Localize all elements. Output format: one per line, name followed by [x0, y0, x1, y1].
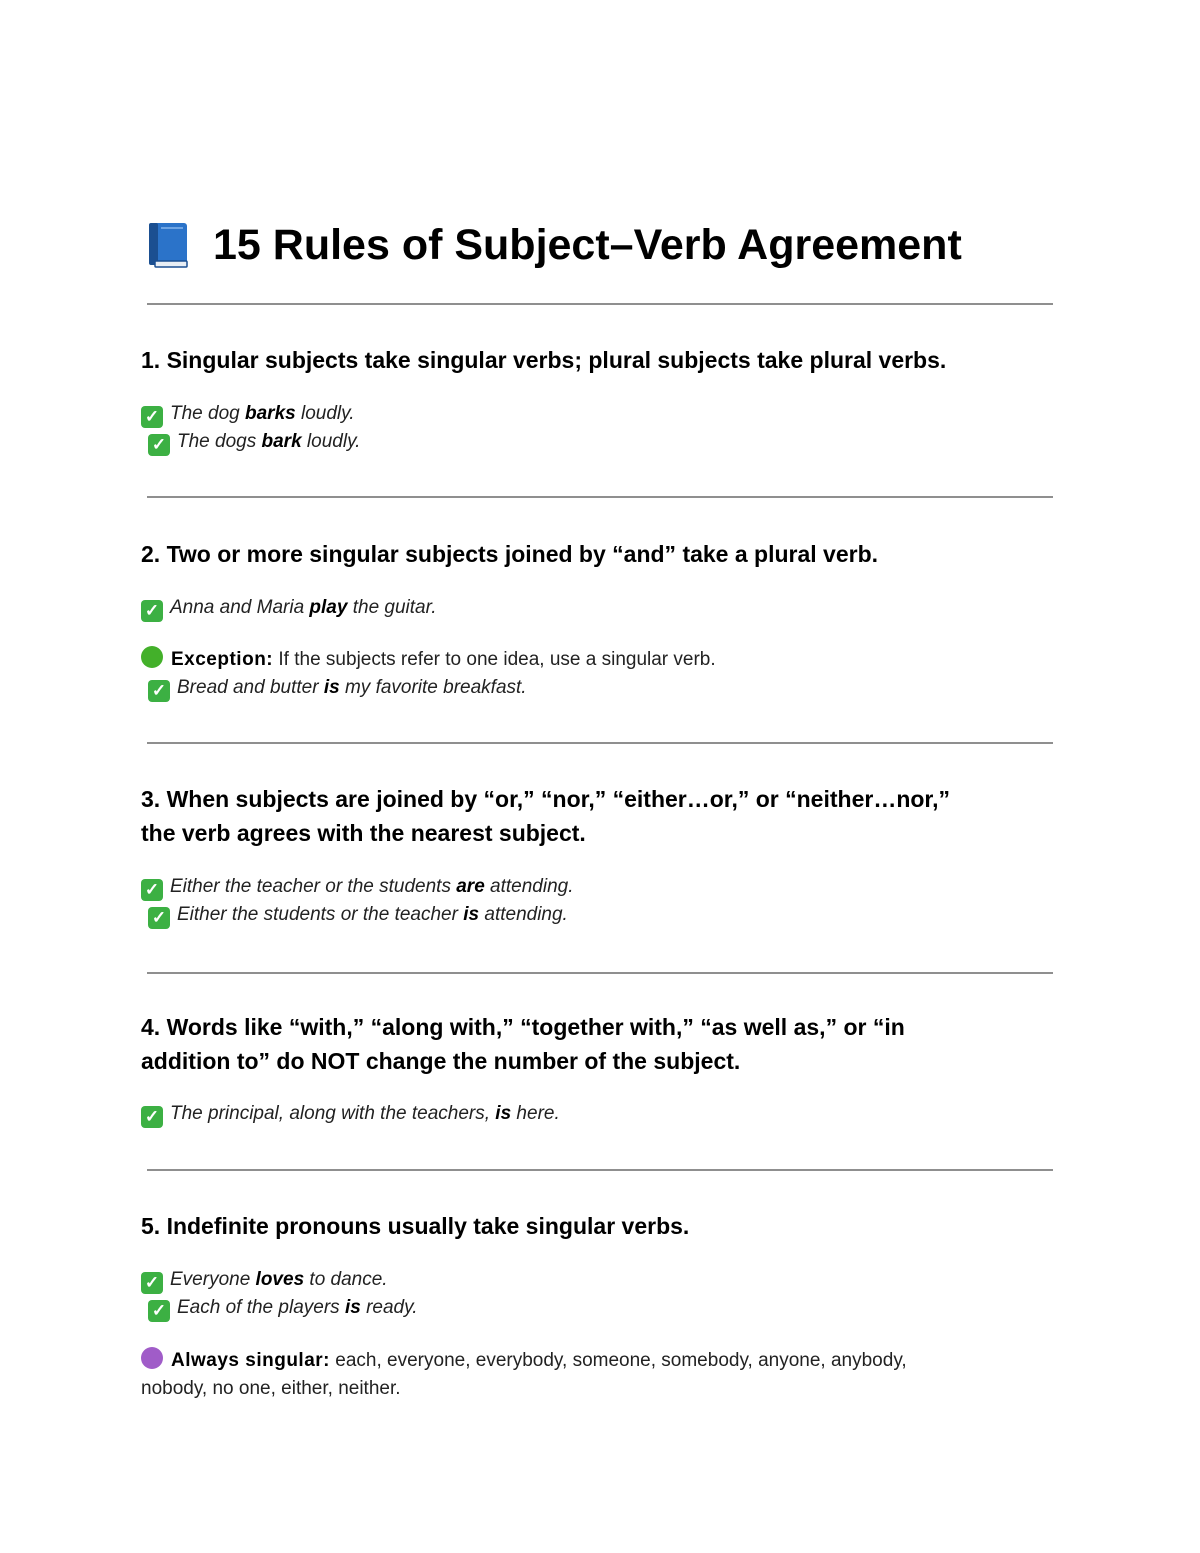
check-mark-icon: ✓ [148, 680, 170, 702]
check-mark-icon: ✓ [141, 1272, 163, 1294]
divider [147, 742, 1053, 744]
rule-1-example-2: ✓ The dogs bark loudly. [148, 428, 360, 456]
rule-5-example-1: ✓ Everyone loves to dance. [141, 1266, 388, 1294]
purple-circle-icon [141, 1347, 163, 1369]
rule-2-heading: 2. Two or more singular subjects joined by “and” take a plural verb. [141, 541, 879, 567]
rule-5-example-2: ✓ Each of the players is ready. [148, 1294, 417, 1322]
rule-2-example-2: ✓ Bread and butter is my favorite breakfast. [148, 674, 527, 702]
check-mark-icon: ✓ [141, 406, 163, 428]
check-mark-icon: ✓ [141, 1106, 163, 1128]
check-mark-icon: ✓ [148, 907, 170, 929]
rule-5-heading: 5. Indefinite pronouns usually take singular verbs. [141, 1213, 690, 1239]
page-title [145, 219, 962, 271]
divider [147, 496, 1053, 498]
rule-5-always-singular-line-2: nobody, no one, either, neither. [141, 1378, 401, 1399]
rule-5-always-singular-line-1: Always singular: each, everyone, everybody, someone, somebody, anyone, anybody, [141, 1347, 907, 1375]
rule-1-example-1: ✓ The dog barks loudly. [141, 400, 355, 428]
rule-2-exception: Exception: If the subjects refer to one idea, use a singular verb. [141, 646, 716, 674]
rule-3-heading-line-1: 3. When subjects are joined by “or,” “nor,” “either…or,” or “neither…nor,” [141, 786, 950, 812]
rule-3-example-1: ✓ Either the teacher or the students are attending. [141, 873, 574, 901]
rule-4-example-1: ✓ The principal, along with the teachers, is here. [141, 1100, 560, 1128]
blue-book-icon [145, 221, 191, 269]
check-mark-icon: ✓ [148, 1300, 170, 1322]
check-mark-icon: ✓ [141, 600, 163, 622]
rule-2-example-1: ✓ Anna and Maria play the guitar. [141, 594, 437, 622]
title-text: 15 Rules of Subject–Verb Agreement [213, 221, 962, 269]
green-circle-icon [141, 646, 163, 668]
rule-3-heading-line-2: the verb agrees with the nearest subject. [141, 820, 586, 846]
divider [147, 303, 1053, 305]
check-mark-icon: ✓ [148, 434, 170, 456]
check-mark-icon: ✓ [141, 879, 163, 901]
rule-1-heading: 1. Singular subjects take singular verbs; plural subjects take plural verbs. [141, 347, 947, 373]
rule-4-heading-line-2: addition to” do NOT change the number of the subject. [141, 1048, 741, 1074]
divider [147, 972, 1053, 974]
rule-3-example-2: ✓ Either the students or the teacher is attending. [148, 901, 568, 929]
divider [147, 1169, 1053, 1171]
rule-4-heading-line-1: 4. Words like “with,” “along with,” “together with,” “as well as,” or “in [141, 1014, 905, 1040]
